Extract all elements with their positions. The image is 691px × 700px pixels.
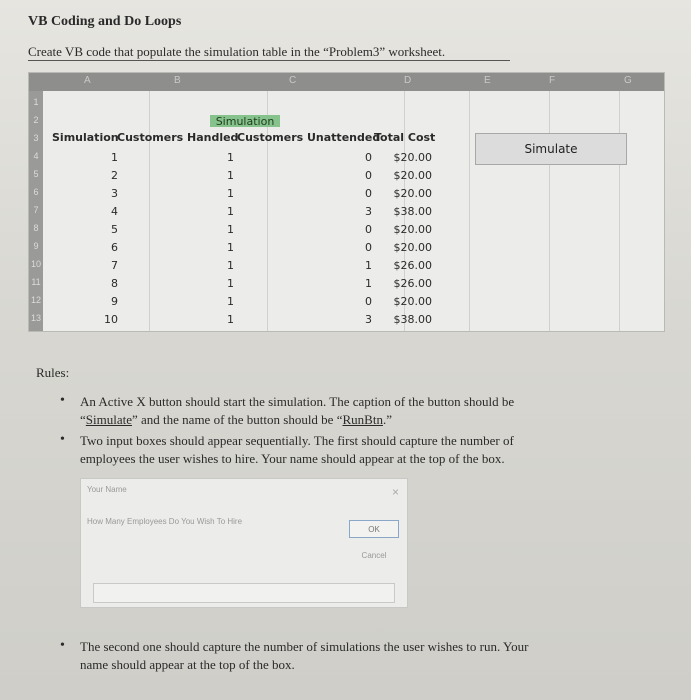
cell-simulation: 5	[111, 223, 118, 236]
cell-total-cost: $26.00	[393, 277, 432, 290]
dialog-input-field[interactable]	[93, 583, 395, 603]
row-number: 3	[33, 133, 39, 143]
row-number: 13	[30, 313, 41, 323]
grid-line	[549, 91, 550, 331]
cell-simulation: 9	[111, 295, 118, 308]
col-letter-e: E	[484, 75, 491, 86]
cell-simulation: 6	[111, 241, 118, 254]
quote-close: .”	[382, 412, 392, 427]
column-header-bar	[29, 73, 664, 91]
row-number: 2	[33, 115, 39, 125]
name-runbtn: RunBtn	[342, 412, 383, 427]
cell-unattended: 1	[365, 277, 372, 290]
cell-total-cost: $38.00	[393, 313, 432, 326]
simulation-merged-header: Simulation	[210, 115, 280, 127]
cell-handled: 1	[227, 277, 234, 290]
row-number: 4	[33, 151, 39, 161]
cell-total-cost: $20.00	[393, 169, 432, 182]
simulate-button[interactable]: Simulate	[475, 133, 627, 165]
row-number: 6	[33, 187, 39, 197]
cell-simulation: 4	[111, 205, 118, 218]
dialog-title: Your Name	[87, 485, 127, 494]
subtitle-underline	[28, 60, 510, 61]
dialog-prompt: How Many Employees Do You Wish To Hire	[87, 517, 243, 526]
bullet-dot: •	[60, 638, 65, 653]
doc-title: VB Coding and Do Loops	[28, 14, 182, 29]
cell-simulation: 2	[111, 169, 118, 182]
cell-simulation: 3	[111, 187, 118, 200]
cell-handled: 1	[227, 295, 234, 308]
rule-bullet-1	[80, 393, 680, 429]
cell-handled: 1	[227, 223, 234, 236]
bullet-dot: •	[60, 432, 65, 447]
row-number: 12	[30, 295, 41, 305]
header-customers-handled: Customers Handled	[117, 131, 239, 144]
ok-button[interactable]: OK	[349, 520, 399, 538]
grid-line	[619, 91, 620, 331]
cell-total-cost: $20.00	[393, 151, 432, 164]
bullet-dot: •	[60, 393, 65, 408]
cell-handled: 1	[227, 205, 234, 218]
row-number: 9	[33, 241, 39, 251]
rule-1-line-1: An Active X button should start the simulation. The caption of the button should be	[80, 394, 515, 409]
col-letter-f: F	[549, 75, 556, 86]
rule-bullet-2	[80, 432, 680, 468]
cell-unattended: 0	[365, 151, 372, 164]
cell-total-cost: $20.00	[393, 187, 432, 200]
rules-heading: Rules:	[36, 365, 70, 380]
col-letter-b: B	[174, 75, 181, 86]
row-number: 1	[33, 97, 39, 107]
cell-simulation: 8	[111, 277, 118, 290]
rule-1-middle: ” and the name of the button should be “	[132, 412, 343, 427]
cell-handled: 1	[227, 313, 234, 326]
cell-handled: 1	[227, 169, 234, 182]
spreadsheet-screenshot	[28, 72, 665, 332]
rule-1-line-2	[80, 411, 680, 429]
rule-3-line-2: name should appear at the top of the box.	[80, 657, 295, 672]
row-number: 10	[30, 259, 41, 269]
cell-total-cost: $38.00	[393, 205, 432, 218]
cell-total-cost: $20.00	[393, 241, 432, 254]
rule-2-line-2: employees the user wishes to hire. Your name should appear at the top of the box.	[80, 451, 505, 466]
cell-simulation: 1	[111, 151, 118, 164]
row-number: 5	[33, 169, 39, 179]
cell-unattended: 0	[365, 241, 372, 254]
grid-line	[469, 91, 470, 331]
row-number: 11	[31, 277, 41, 287]
cell-simulation: 10	[104, 313, 118, 326]
row-number: 8	[33, 223, 39, 233]
cell-unattended: 0	[365, 169, 372, 182]
rule-3-line-1: The second one should capture the number of simulations the user wishes to run. Your	[80, 639, 529, 654]
cell-unattended: 3	[365, 205, 372, 218]
cell-simulation: 7	[111, 259, 118, 272]
cell-unattended: 0	[365, 187, 372, 200]
cell-total-cost: $26.00	[393, 259, 432, 272]
col-letter-a: A	[84, 75, 91, 86]
col-letter-c: C	[289, 75, 297, 86]
cell-handled: 1	[227, 151, 234, 164]
cell-handled: 1	[227, 241, 234, 254]
cell-total-cost: $20.00	[393, 295, 432, 308]
rule-bullet-3	[80, 638, 680, 674]
row-header-bar	[29, 91, 43, 331]
cell-total-cost: $20.00	[393, 223, 432, 236]
row-number: 7	[33, 205, 39, 215]
input-box-dialog	[80, 478, 408, 608]
cell-unattended: 0	[365, 223, 372, 236]
cell-handled: 1	[227, 187, 234, 200]
quote-open: “	[80, 412, 86, 427]
cancel-button[interactable]: Cancel	[361, 551, 387, 560]
col-letter-d: D	[404, 75, 412, 86]
rule-2-line-1: Two input boxes should appear sequentially. The first should capture the number of	[80, 433, 514, 448]
cell-handled: 1	[227, 259, 234, 272]
header-simulation: Simulation	[52, 131, 119, 144]
header-total-cost: Total Cost	[374, 131, 436, 144]
col-letter-g: G	[624, 75, 632, 86]
cell-unattended: 0	[365, 295, 372, 308]
doc-subtitle: Create VB code that populate the simulation table in the “Problem3” worksheet.	[28, 44, 446, 59]
header-customers-unattended: Customers Unattended	[237, 131, 381, 144]
cell-unattended: 1	[365, 259, 372, 272]
close-icon[interactable]: ×	[391, 485, 399, 499]
cell-unattended: 3	[365, 313, 372, 326]
caption-simulate: Simulate	[85, 412, 132, 427]
